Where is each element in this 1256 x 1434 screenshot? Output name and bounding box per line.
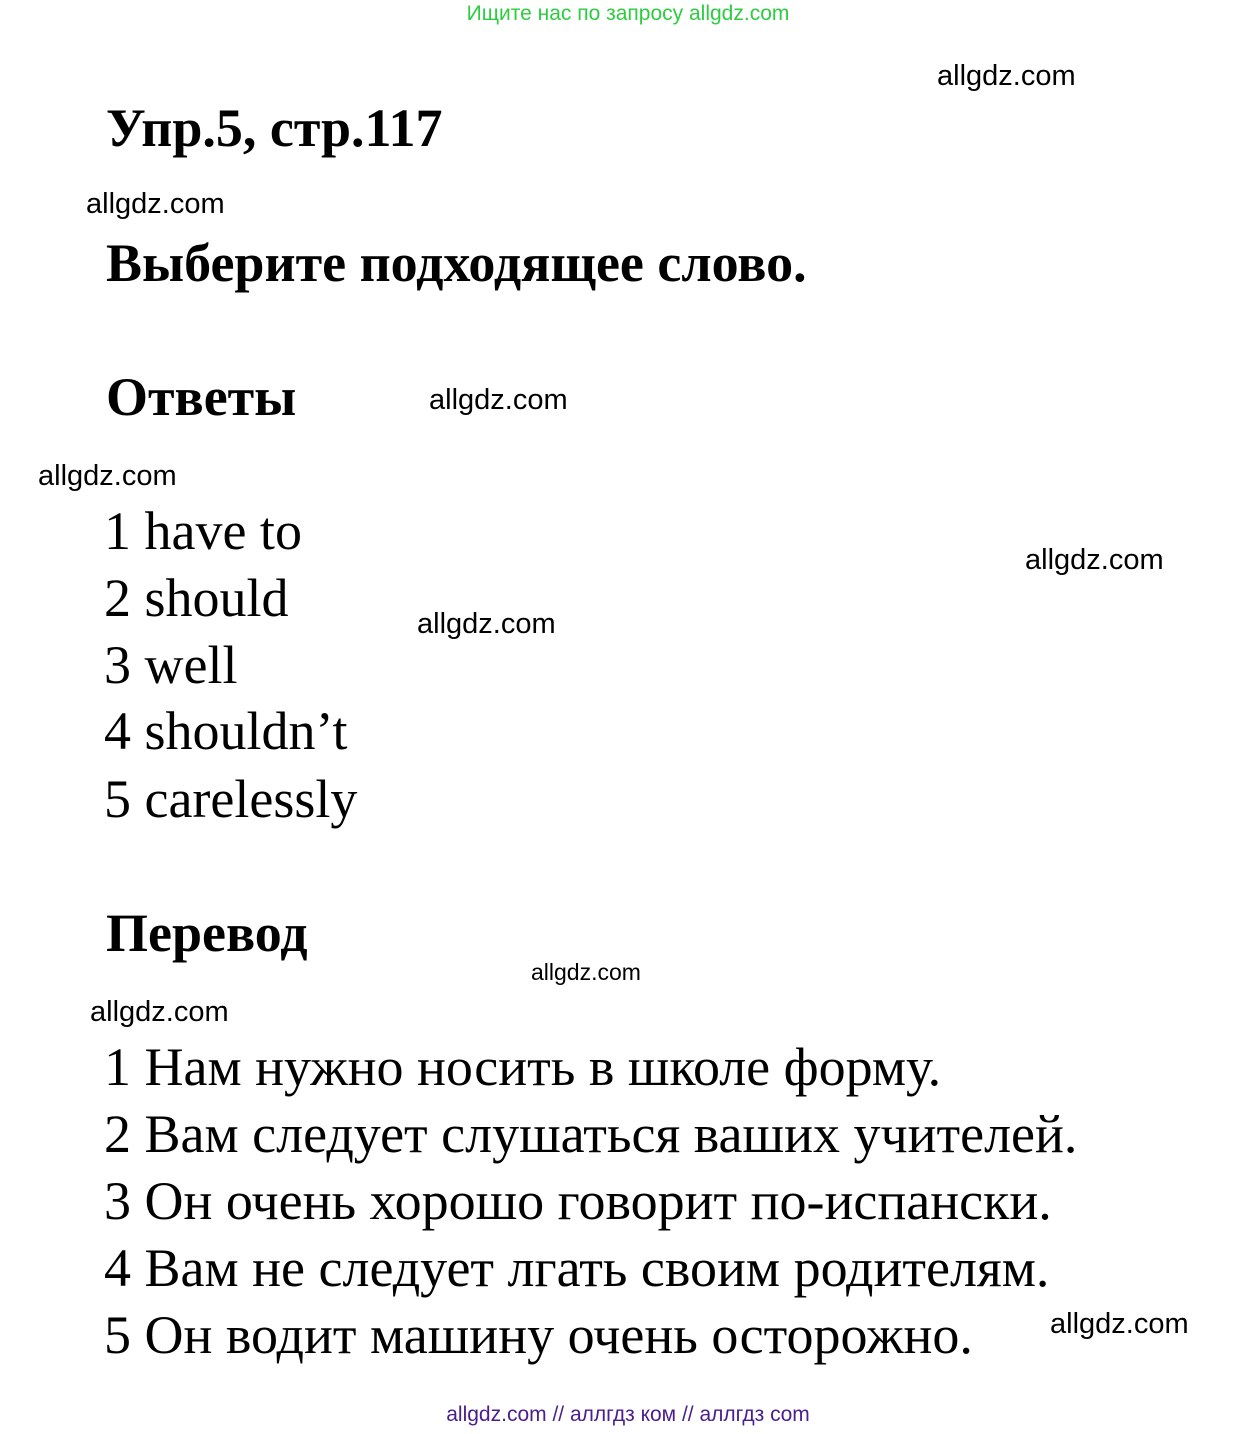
answer-item: 1 have to <box>104 501 302 561</box>
translation-item: 4 Вам не следует лгать своим родителям. <box>104 1238 1050 1298</box>
translation-item: 3 Он очень хорошо говорит по-испански. <box>104 1171 1052 1231</box>
watermark: allgdz.com <box>417 608 556 640</box>
watermark: allgdz.com <box>429 384 568 416</box>
watermark: allgdz.com <box>90 996 229 1028</box>
answer-item: 3 well <box>104 635 238 695</box>
watermark: allgdz.com <box>38 460 177 492</box>
answer-item: 2 should <box>104 568 289 628</box>
answers-heading: Ответы <box>106 367 297 427</box>
translation-item: 5 Он водит машину очень осторожно. <box>104 1305 973 1365</box>
watermark: allgdz.com <box>937 60 1076 92</box>
footer-links: allgdz.com // аллгдз ком // аллгдз com <box>446 1403 810 1426</box>
page-title: Упр.5, стр.117 <box>106 98 443 158</box>
task-instruction: Выберите подходящее слово. <box>106 233 807 293</box>
translation-item: 2 Вам следует слушаться ваших учителей. <box>104 1104 1078 1164</box>
answer-item: 4 shouldn’t <box>104 701 348 761</box>
watermark: allgdz.com <box>1025 544 1164 576</box>
answer-item: 5 carelessly <box>104 769 358 829</box>
translation-item: 1 Нам нужно носить в школе форму. <box>104 1037 942 1097</box>
translation-heading: Перевод <box>106 903 308 963</box>
watermark: allgdz.com <box>531 959 641 985</box>
top-banner: Ищите нас по запросу allgdz.com <box>466 2 790 25</box>
watermark: allgdz.com <box>1050 1308 1189 1340</box>
watermark: allgdz.com <box>86 188 225 220</box>
